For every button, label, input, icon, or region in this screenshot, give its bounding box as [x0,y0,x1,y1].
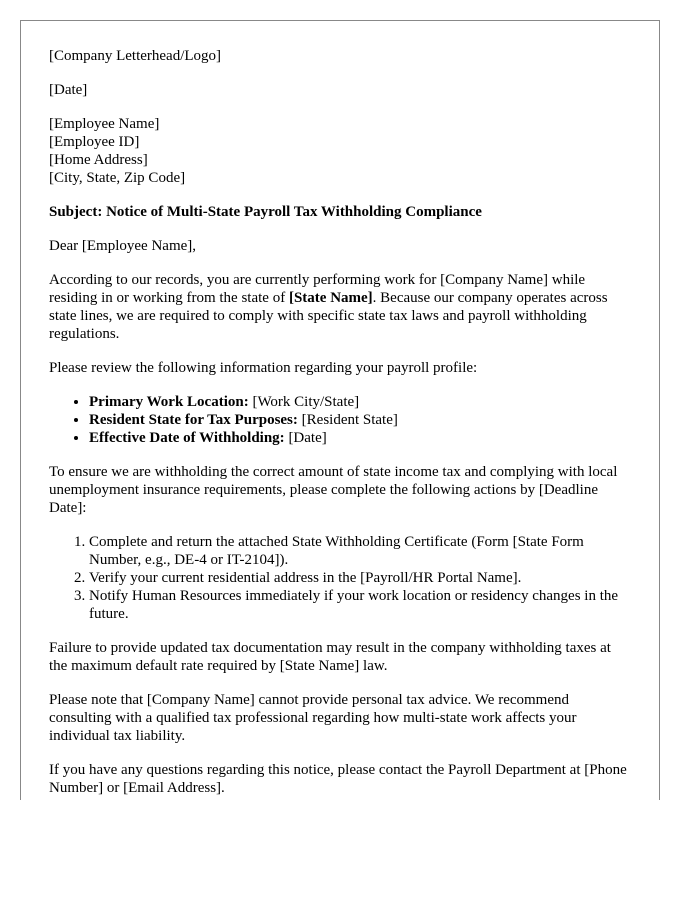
salutation: Dear [Employee Name], [49,238,197,254]
failure-paragraph: Failure to provide updated tax documentation may result in the company withholding taxes at the maximum default rate required by [State Name] law. [49,640,611,674]
profile-item-effective-date [89,429,631,447]
profile-item-value: [Work City/State] [248,394,360,410]
letter-page [20,20,660,800]
intro-paragraph [49,271,631,343]
recipient-city: [City, State, Zip Code] [49,170,186,186]
review-paragraph: Please review the following information regarding your payroll profile: [49,360,478,376]
profile-list [49,393,631,447]
recipient-id: [Employee ID] [49,134,140,150]
action-item-verify-address: 2. Verify your current residential address in the [Payroll/HR Portal Name]. [89,569,631,587]
tax-advice-paragraph: Please note that [Company Name] cannot provide personal tax advice. We recommend consulting with a qualified tax professional regarding how multi-state work affects your individual tax liability. [49,692,577,744]
action-item-certificate: 1. Complete and return the attached State Withholding Certificate (Form [State Form Number, e.g., DE-4 or IT-2104]). [89,533,631,569]
profile-item-label: Primary Work Location: [89,394,249,410]
instructions-paragraph: To ensure we are withholding the correct amount of state income tax and complying with local unemployment insurance requirements, please complete the following actions by [Deadline Date]: [49,464,618,516]
profile-item-label: Effective Date of Withholding: [89,430,285,446]
intro-text-2: . Because our company operates across state lines, we are required to comply with specific state tax laws and payroll withholding regulations. [49,290,608,342]
contact-paragraph: If you have any questions regarding this notice, please contact the Payroll Department at [Phone Number] or [Email Address]. [49,762,627,796]
recipient-block [49,115,631,187]
state-name-bold: [State Name] [288,290,373,306]
profile-item-value: [Date] [284,430,327,446]
company-letterhead: [Company Letterhead/Logo] [49,48,222,64]
letter-date: [Date] [49,82,88,98]
subject-line: Subject: Notice of Multi-State Payroll Tax Withholding Compliance [49,204,482,220]
profile-item-work-location [89,393,631,411]
recipient-name: [Employee Name] [49,116,160,132]
profile-item-resident-state [89,411,631,429]
recipient-address: [Home Address] [49,152,148,168]
profile-item-value: [Resident State] [297,412,398,428]
profile-item-label: Resident State for Tax Purposes: [89,412,298,428]
action-item-notify-hr: 3. Notify Human Resources immediately if your work location or residency changes in the future. [89,587,631,623]
action-list [49,533,631,623]
intro-text-1: According to our records, you are currently performing work for [Company Name] while residing in or working from the state of [49,272,586,306]
